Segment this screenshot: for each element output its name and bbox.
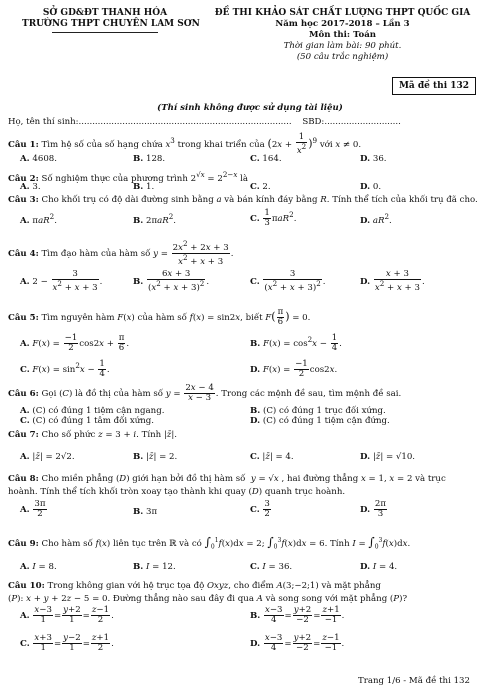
q1-option-a: A. 4608. xyxy=(20,154,58,164)
question-6: Câu 6: Gọi (C) là đồ thị của hàm số y = $\frac{2x - 4}{x - 3}$ . Trong các mệnh đề sau, tìm mệnh đề sai. xyxy=(8,383,402,404)
exam-code-box: Mã đề thi 132 xyxy=(392,77,476,95)
q9-option-a: A. I = 8. xyxy=(20,562,57,572)
sbd-dots: ............................ xyxy=(324,117,401,127)
question-10-line2: (P): x + y + 2z − 5 = 0. Đường thẳng nào sau đây đi qua A và song song với mặt phẳng (P)? xyxy=(8,594,408,604)
question-label: Câu 1: xyxy=(8,139,39,150)
q3-option-d: D. $aR^2$. xyxy=(360,212,392,226)
exam-title: ĐỀ THI KHẢO SÁT CHẤT LƯỢNG THPT QUỐC GIA xyxy=(214,8,471,18)
question-label: Câu 8: xyxy=(8,474,39,484)
question-7: Câu 7: Cho số phức z = 3 + i. Tính |z̄|. xyxy=(8,430,177,440)
q5-option-d: D. F(x) = $\frac{-1}{2}$ cos2x. xyxy=(250,359,338,380)
question-count: (50 câu trắc nghiệm) xyxy=(296,52,389,62)
question-8-line2: hoành. Tính thể tích khối tròn xoay tạo thành khi quay (D) quanh trục hoành. xyxy=(8,487,346,497)
q5-option-a: A. F(x) = $\frac{-1}{2}$ cos2x + $\frac{\pi}{6}$ . xyxy=(20,333,130,354)
q7-option-c: C. |z̄| = 4. xyxy=(250,452,294,462)
header-underline xyxy=(52,32,158,33)
q9-option-d: D. I = 4. xyxy=(360,562,398,572)
q2-option-a: A. 3. xyxy=(20,182,41,192)
q8-option-b: B. 3π xyxy=(133,507,158,517)
question-label: Câu 9: xyxy=(8,539,39,549)
q10-option-b: B. $\frac{x-3}{4}$ = $\frac{y+2}{-2}$ = $\frac{z+1}{-1}$ . xyxy=(250,605,345,626)
q8-option-d: D. $\frac{2\pi}{3}$ xyxy=(360,499,386,520)
q2-option-b: B. 1. xyxy=(133,182,155,192)
question-label: Câu 3: xyxy=(8,195,39,205)
q2-option-d: D. 0. xyxy=(360,182,382,192)
q4-option-d: D. $\frac{x + 3}{x^2 + x + 3}$ . xyxy=(360,269,425,293)
exam-note: (Thí sinh không được sử dụng tài liệu) xyxy=(157,103,343,113)
candidate-line xyxy=(8,117,401,127)
q6-option-b: B. (C) có đúng 1 trục đối xứng. xyxy=(250,406,386,416)
question-label: Câu 6: xyxy=(8,389,39,400)
q7-option-a: A. |z̄| = 2√2. xyxy=(20,452,75,462)
question-label: Câu 4: xyxy=(8,248,39,259)
q7-option-d: D. |z̄| = √10. xyxy=(360,452,416,462)
q3-option-a: A. πaR$^2$. xyxy=(20,212,57,226)
school-year: Năm học 2017-2018 – Lần 3 xyxy=(275,19,410,29)
question-2: Câu 2: Số nghiệm thực của phương trình $2^{√x} = 2^{2-x}$ là xyxy=(8,170,249,184)
candidate-name-dots: .............................................................................. xyxy=(78,117,292,127)
question-label: Câu 10: xyxy=(8,581,45,591)
question-4: Câu 4: Tìm đạo hàm của hàm số y = $\frac{2x^2 + 2x + 3}{x^2 + x + 3}$ . xyxy=(8,239,234,267)
q1-option-d: D. 36. xyxy=(360,154,387,164)
q7-option-b: B. |z̄| = 2. xyxy=(133,452,178,462)
q8-option-c: C. $\frac{3}{2}$ xyxy=(250,499,270,520)
question-label: Câu 5: xyxy=(8,313,39,324)
school-name: TRƯỜNG THPT CHUYÊN LAM SƠN xyxy=(22,19,200,29)
q9-option-b: B. I = 12. xyxy=(133,562,176,572)
page-footer: Trang 1/6 - Mã đề thi 132 xyxy=(358,676,470,686)
exam-duration: Thời gian làm bài: 90 phút. xyxy=(283,41,402,51)
q6-option-c: C. (C) có đúng 1 tâm đối xứng. xyxy=(20,416,154,426)
question-5: Câu 5: Tìm nguyên hàm F(x) của hàm số f(x) = sin2x, biết F( $\frac{\pi}{6}$ ) = 0. xyxy=(8,307,311,328)
q4-option-c: C. $\frac{3}{(x^2 + x + 3)^2}$ . xyxy=(250,269,326,293)
q1-option-c: C. 164. xyxy=(250,154,282,164)
question-9: Câu 9: Cho hàm số f(x) liên tục trên ℝ và có $\int_0^1f(x)dx = 2$; $\int_0^3f(x)dx = 6$. Tính $I = \int_0^3f(x)dx$. xyxy=(8,535,411,551)
q4-option-a: A. 2 − $\frac{3}{x^2 + x + 3}$ . xyxy=(20,269,103,293)
q1-option-b: B. 128. xyxy=(133,154,166,164)
subject: Môn thi: Toán xyxy=(308,30,377,40)
question-3: Câu 3: Cho khối trụ có độ dài đường sinh bằng a và bán kính đáy bằng R. Tính thể tích của khối trụ đã cho. xyxy=(8,195,478,205)
question-8-line1: Câu 8: Cho miền phẳng (D) giới hạn bởi đồ thị hàm số y = √x , hai đường thẳng x = 1, x = 2 và trục xyxy=(8,474,446,484)
q3-option-c: C. $\frac{1}{3}$ πaR$^2$. xyxy=(250,208,297,229)
q6-option-a: A. (C) có đúng 1 tiệm cận ngang. xyxy=(20,406,165,416)
q8-option-a: A. $\frac{3\pi}{2}$ xyxy=(20,499,46,520)
q10-option-a: A. $\frac{x-3}{1}$ = $\frac{y+2}{1}$ = $\frac{z-1}{2}$ . xyxy=(20,605,114,626)
q10-option-d: D. $\frac{x-3}{4}$ = $\frac{y+2}{-2}$ = $\frac{z-1}{-1}$ . xyxy=(250,633,345,654)
candidate-name-label: Họ, tên thí sinh: xyxy=(8,117,79,127)
q6-option-d: D. (C) có đúng 1 tiệm cận đứng. xyxy=(250,416,390,426)
question-label: Câu 2: xyxy=(8,173,39,184)
q5-option-b: B. $F(x) = \cos^2x$ − $\frac{1}{4}$ . xyxy=(250,333,342,354)
q3-option-b: B. 2πaR$^2$. xyxy=(133,212,177,226)
q4-option-b: B. $\frac{6x + 3}{(x^2 + x + 3)^2}$ . xyxy=(133,269,210,293)
question-1: Câu 1: Tìm hệ số của số hạng chứa $x^3$ trong khai triển của (2x + $\frac{1}{x^2}$ )$^9$ với x ≠ 0. xyxy=(8,132,362,156)
q2-option-c: C. 2. xyxy=(250,182,271,192)
department-name: SỞ GD&ĐT THANH HÓA xyxy=(42,8,168,18)
q9-option-c: C. I = 36. xyxy=(250,562,293,572)
q10-option-c: C. $\frac{x+3}{1}$ = $\frac{y-2}{1}$ = $\frac{z+1}{2}$ . xyxy=(20,633,114,654)
question-10-line1: Câu 10: Trong không gian với hệ trục tọa độ Oxyz, cho điểm A(3;−2;1) và mặt phẳng xyxy=(8,581,381,591)
q5-option-c: C. $F(x) = \sin^2x$ − $\frac{1}{4}$ . xyxy=(20,359,110,380)
question-label: Câu 7: xyxy=(8,430,39,440)
sbd-label: SBD: xyxy=(302,117,325,127)
